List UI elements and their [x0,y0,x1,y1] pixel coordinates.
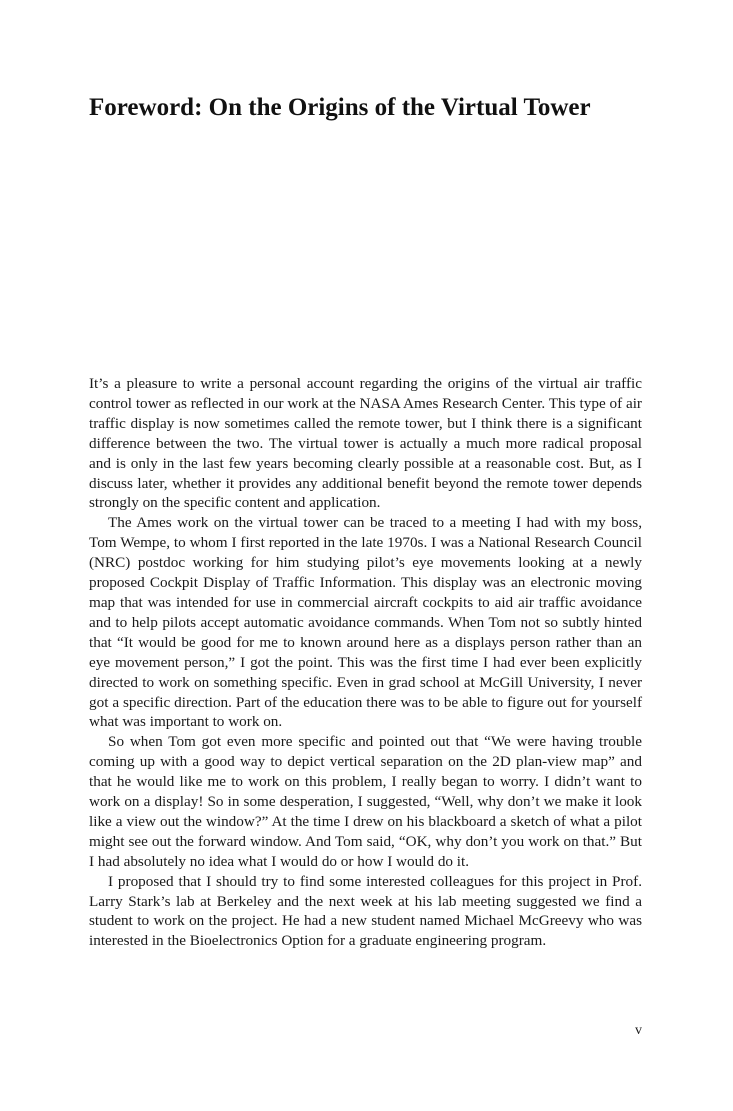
page-title: Foreword: On the Origins of the Virtual Tower [89,94,591,121]
paragraph-1: It’s a pleasure to write a personal account regarding the origins of the virtual air traffic control tower as reflected in our work at the NASA Ames Research Center. This type of air traffic display is now sometimes called the remote tower, but I think there is a significant difference between the two. The virtual tower is actually a much more radical proposal and is only in the last few years becoming clearly possible at a reasonable cost. But, as I discuss later, whether it provides any additional benefit beyond the remote tower depends strongly on the specific content and application. [89,375,642,512]
paragraph-2: The Ames work on the virtual tower can be traced to a meeting I had with my boss, Tom Wempe, to whom I first reported in the late 1970s. I was a National Research Council (NRC) postdoc working for him studying pilot’s eye movements looking at a newly proposed Cockpit Display of Traffic Information. This display was an electronic moving map that was intended for use in commercial aircraft cockpits to aid air traffic avoidance and to help pilots accept automatic avoidance commands. When Tom not so subtly hinted that “It would be good for me to known around here as a displays person rather than an eye movement person,” I got the point. This was the first time I had ever been explicitly directed to work on something specific. Even in grad school at McGill University, I never got a specific direction. Part of the education there was to be able to figure out for yourself what was important to work on. [89,514,642,731]
page-number: v [635,1023,642,1038]
paragraph-4: I proposed that I should try to find some interested colleagues for this project in Prof. Larry Stark’s lab at Berkeley and the next week at his lab meeting suggested we find a student to work on the project. He had a new student named Michael McGreevy who was interested in the Bioelectronics Option for a graduate engineering program. [89,872,642,950]
foreword-body [89,374,642,951]
paragraph-3: So when Tom got even more specific and pointed out that “We were having trouble coming up with a good way to depict vertical separation on the 2D plan-view map” and that he would like me to work on this problem, I really began to worry. I didn’t want to work on a display! So in some desperation, I suggested, “Well, why don’t we make it look like a view out the window?” At the time I drew on his blackboard a sketch of what a pilot might see out the forward window. And Tom said, “OK, why don’t you work on that.” But I had absolutely no idea what I would do or how I would do it. [89,733,642,870]
